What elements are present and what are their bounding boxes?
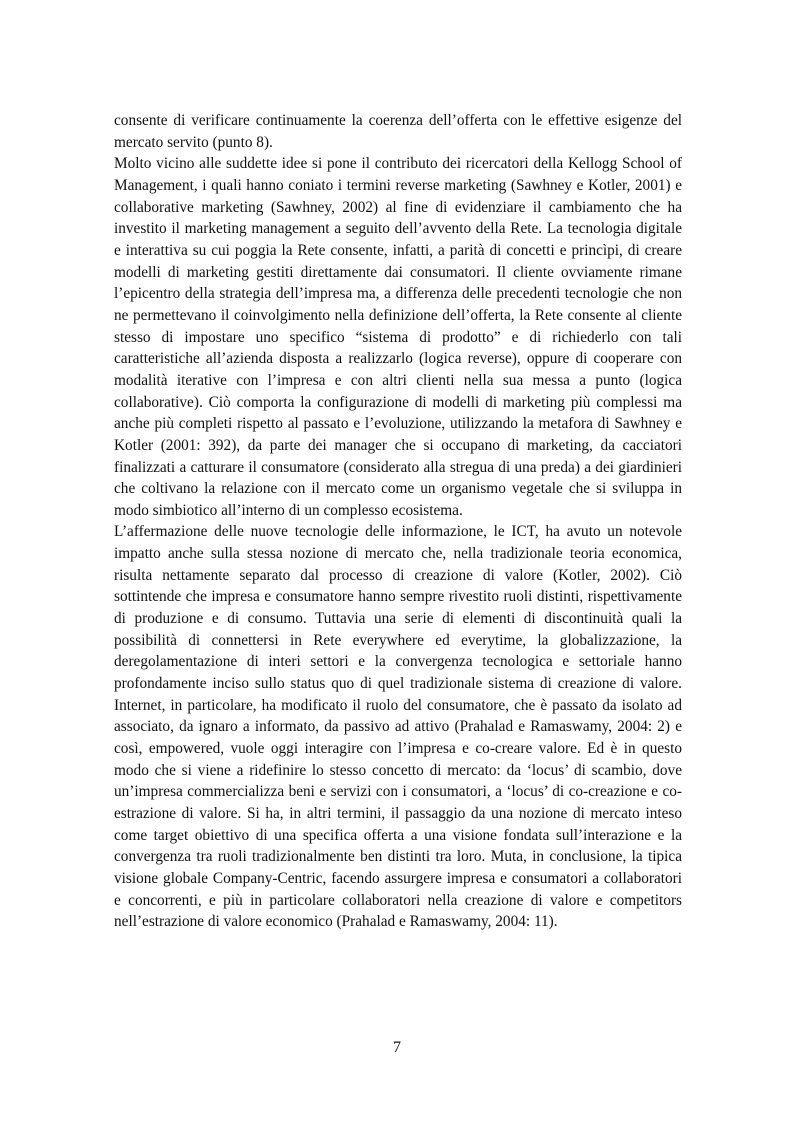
body-text <box>114 110 682 933</box>
paragraph-ict: L’affermazione delle nuove tecnologie delle informazione, le ICT, ha avuto un notevole impatto anche sulla stessa nozione di mercato che, nella tradizionale teoria economica, risulta nettamente separato dal processo di creazione di valore (Kotler, 2002). Ciò sottintende che impresa e consumatore hanno sempre rivestito ruoli distinti, rispettivamente di produzione e di consumo. Tuttavia una serie di elementi di discontinuità quali la possibilità di connettersi in Rete everywhere ed everytime, la globalizzazione, la deregolamentazione di interi settori e la convergenza tecnologica e settoriale hanno profondamente inciso sullo status quo di quel tradizionale sistema di creazione di valore. Internet, in particolare, ha modificato il ruolo del consumatore, che è passato da isolato ad associato, da ignaro a informato, da passivo ad attivo (Prahalad e Ramaswamy, 2004: 2) e così, empowered, vuole oggi interagire con l’impresa e co-creare valore. Ed è in questo modo che si viene a ridefinire lo stesso concetto di mercato: da ‘locus’ di scambio, dove un’impresa commercializza beni e servizi con i consumatori, a ‘locus’ di co-creazione e co-estrazione di valore. Si ha, in altri termini, il passaggio da una nozione di mercato inteso come target obiettivo di una specifica offerta a una visione fondata sull’interazione e la convergenza tra ruoli tradizionalmente ben distinti tra loro. Muta, in conclusione, la tipica visione globale Company-Centric, facendo assurgere impresa e consumatori a collaboratori e concorrenti, e più in particolare collaboratori nella creazione di valore e competitors nell’estrazione di valore economico (Prahalad e Ramaswamy, 2004: 11). <box>114 523 682 931</box>
page-number: 7 <box>393 1039 401 1056</box>
paragraph-continuation: consente di verificare continuamente la coerenza dell’offerta con le effettive esigenze del mercato servito (punto 8). <box>114 112 682 151</box>
paragraph-kellogg: Molto vicino alle suddette idee si pone il contributo dei ricercatori della Kellogg School of Management, i quali hanno coniato i termini reverse marketing (Sawhney e Kotler, 2001) e collaborative marketing (Sawhney, 2002) al fine di evidenziare il cambiamento che ha investito il marketing management a seguito dell’avvento della Rete. La tecnologia digitale e interattiva su cui poggia la Rete consente, infatti, a parità di concetti e princìpi, di creare modelli di marketing gestiti direttamente dai consumatori. Il cliente ovviamente rimane l’epicentro della strategia dell’impresa ma, a differenza delle precedenti tecnologie che non ne permettevano il coinvolgimento nella definizione dell’offerta, la Rete consente al cliente stesso di impostare uno specifico “sistema di prodotto” e di richiederlo con tali caratteristiche all’azienda disposta a realizzarlo (logica reverse), oppure di cooperare con modalità iterative con l’impresa e con altri clienti nella sua messa a punto (logica collaborative). Ciò comporta la configurazione di modelli di marketing più complessi ma anche più completi rispetto al passato e l’evoluzione, utilizzando la metafora di Sawhney e Kotler (2001: 392), da parte dei manager che si occupano di marketing, da cacciatori finalizzati a catturare il consumatore (considerato alla stregua di una preda) a dei giardinieri che coltivano la relazione con il mercato come un organismo vegetale che si sviluppa in modo simbiotico all’interno di un complesso ecosistema. <box>114 155 682 519</box>
